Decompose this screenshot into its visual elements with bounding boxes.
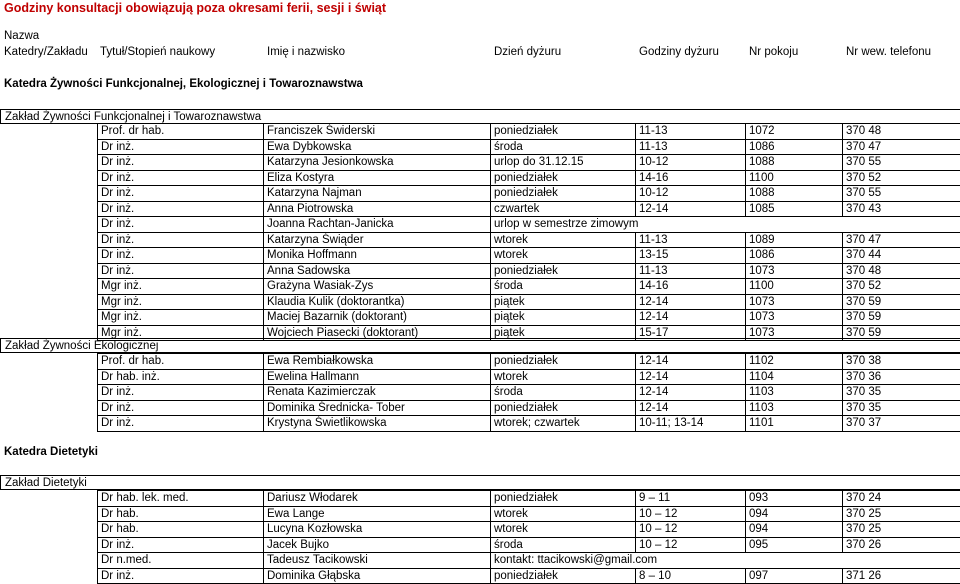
room-cell: 1073 [746, 310, 843, 326]
table-row [98, 385, 960, 401]
phone-cell: 370 44 [843, 248, 960, 264]
phone-cell: 370 36 [843, 369, 960, 385]
staff-table-zaklad-3 [97, 490, 960, 584]
title-cell: Dr inż. [98, 155, 264, 171]
table-row [98, 553, 960, 569]
day-cell: czwartek [491, 201, 636, 217]
col-header-imie: Imię i nazwisko [267, 46, 345, 58]
room-cell: 095 [746, 537, 843, 553]
hours-cell: 11-13 [636, 124, 746, 140]
phone-cell: 370 48 [843, 124, 960, 140]
col-header-pokoj: Nr pokoju [749, 46, 799, 58]
room-cell: 1086 [746, 248, 843, 264]
title-cell: Dr inż. [98, 568, 264, 584]
name-cell: Joanna Rachtan-Janicka [264, 217, 491, 233]
phone-cell: 371 26 [843, 568, 960, 584]
col-header-dzien: Dzień dyżuru [494, 46, 562, 58]
hours-cell: 14-16 [636, 170, 746, 186]
day-cell: środa [491, 139, 636, 155]
title-cell: Mgr inż. [98, 294, 264, 310]
table-row [98, 248, 960, 264]
room-cell: 1102 [746, 354, 843, 370]
hours-cell: 12-14 [636, 294, 746, 310]
table-row [98, 416, 960, 432]
hours-cell: 9 – 11 [636, 491, 746, 507]
table-row [98, 354, 960, 370]
title-cell: Mgr inż. [98, 310, 264, 326]
name-cell: Krystyna Świetlikowska [264, 416, 491, 432]
zaklad-heading-2: Zakład Żywności Ekologicznej [0, 338, 960, 353]
day-cell: środa [491, 537, 636, 553]
room-cell: 1073 [746, 294, 843, 310]
hours-cell: 12-14 [636, 400, 746, 416]
name-cell: Wojciech Piasecki (doktorant) [264, 325, 491, 341]
hours-cell: 12-14 [636, 310, 746, 326]
name-cell: Renata Kazimierczak [264, 385, 491, 401]
hours-cell: 10-11; 13-14 [636, 416, 746, 432]
table-row [98, 170, 960, 186]
name-cell: Jacek Bujko [264, 537, 491, 553]
room-cell: 1101 [746, 416, 843, 432]
table-row [98, 400, 960, 416]
phone-cell: 370 38 [843, 354, 960, 370]
zaklad-heading-3: Zakład Dietetyki [0, 475, 960, 490]
title-cell: Dr hab. [98, 506, 264, 522]
col-header-telefon: Nr wew. telefonu [846, 46, 932, 58]
phone-cell: 370 59 [843, 325, 960, 341]
room-cell: 1103 [746, 385, 843, 401]
katedra-heading-2: Katedra Dietetyki [4, 446, 98, 458]
hours-cell: 10-12 [636, 186, 746, 202]
room-cell: 1088 [746, 186, 843, 202]
table-row [98, 124, 960, 140]
name-cell: Katarzyna Świąder [264, 232, 491, 248]
room-cell: 1072 [746, 124, 843, 140]
hours-cell: 11-13 [636, 232, 746, 248]
day-cell: poniedziałek [491, 186, 636, 202]
name-cell: Katarzyna Jesionkowska [264, 155, 491, 171]
table-row [98, 369, 960, 385]
title-cell: Dr inż. [98, 263, 264, 279]
table-row [98, 568, 960, 584]
phone-cell: 370 59 [843, 310, 960, 326]
staff-table-zaklad-2 [97, 353, 960, 432]
hours-cell: 10 – 12 [636, 537, 746, 553]
table-row [98, 139, 960, 155]
table-row [98, 279, 960, 295]
title-cell: Dr inż. [98, 170, 264, 186]
day-cell: wtorek; czwartek [491, 416, 636, 432]
table-row [98, 310, 960, 326]
day-cell: wtorek [491, 506, 636, 522]
table-row [98, 232, 960, 248]
name-cell: Tadeusz Tacikowski [264, 553, 491, 569]
hours-cell: 12-14 [636, 385, 746, 401]
name-cell: Grażyna Wasiak-Zys [264, 279, 491, 295]
name-cell: Anna Sadowska [264, 263, 491, 279]
katedra-heading-1: Katedra Żywności Funkcjonalnej, Ekologicznej i Towaroznawstwa [4, 78, 363, 90]
name-cell: Klaudia Kulik (doktorantka) [264, 294, 491, 310]
day-cell: urlop w semestrze zimowym [491, 217, 960, 233]
table-row [98, 263, 960, 279]
table-row [98, 186, 960, 202]
day-cell: poniedziałek [491, 491, 636, 507]
name-cell: Eliza Kostyra [264, 170, 491, 186]
day-cell: poniedziałek [491, 170, 636, 186]
phone-cell: 370 24 [843, 491, 960, 507]
title-cell: Dr hab. lek. med. [98, 491, 264, 507]
title-cell: Dr inż. [98, 186, 264, 202]
name-cell: Dominika Średnicka- Tober [264, 400, 491, 416]
page-title: Godziny konsultacji obowiązują poza okresami ferii, sesji i świąt [4, 1, 387, 15]
name-cell: Katarzyna Najman [264, 186, 491, 202]
col-header-godziny: Godziny dyżuru [639, 46, 719, 58]
name-cell: Dariusz Włodarek [264, 491, 491, 507]
title-cell: Dr inż. [98, 537, 264, 553]
room-cell: 094 [746, 506, 843, 522]
name-cell: Ewa Dybkowska [264, 139, 491, 155]
col-header-katedra: Katedry/Zakładu [4, 46, 88, 58]
room-cell: 097 [746, 568, 843, 584]
day-cell: wtorek [491, 248, 636, 264]
name-cell: Anna Piotrowska [264, 201, 491, 217]
hours-cell: 11-13 [636, 263, 746, 279]
name-cell: Ewa Rembiałkowska [264, 354, 491, 370]
hours-cell: 10-12 [636, 155, 746, 171]
title-cell: Dr n.med. [98, 553, 264, 569]
zaklad-heading-1: Zakład Żywności Funkcjonalnej i Towaroznawstwa [0, 109, 960, 124]
phone-cell: 370 47 [843, 232, 960, 248]
title-cell: Dr inż. [98, 139, 264, 155]
phone-cell: 370 47 [843, 139, 960, 155]
name-cell: Lucyna Kozłowska [264, 522, 491, 538]
room-cell: 1088 [746, 155, 843, 171]
room-cell: 1089 [746, 232, 843, 248]
name-cell: Monika Hoffmann [264, 248, 491, 264]
room-cell: 1103 [746, 400, 843, 416]
day-cell: piątek [491, 325, 636, 341]
room-cell: 1086 [746, 139, 843, 155]
table-row [98, 491, 960, 507]
title-cell: Dr inż. [98, 248, 264, 264]
phone-cell: 370 26 [843, 537, 960, 553]
room-cell: 1100 [746, 279, 843, 295]
day-cell: wtorek [491, 369, 636, 385]
header-columns [0, 46, 960, 62]
day-cell: piątek [491, 294, 636, 310]
name-cell: Franciszek Świderski [264, 124, 491, 140]
day-cell: urlop do 31.12.15 [491, 155, 636, 171]
phone-cell: 370 37 [843, 416, 960, 432]
hours-cell: 8 – 10 [636, 568, 746, 584]
phone-cell: 370 52 [843, 170, 960, 186]
title-cell: Mgr inż. [98, 279, 264, 295]
day-cell: wtorek [491, 522, 636, 538]
day-cell: poniedziałek [491, 354, 636, 370]
title-cell: Dr hab. inż. [98, 369, 264, 385]
title-cell: Dr inż. [98, 416, 264, 432]
room-cell: 1104 [746, 369, 843, 385]
title-cell: Dr inż. [98, 400, 264, 416]
title-cell: Dr inż. [98, 232, 264, 248]
title-cell: Prof. dr hab. [98, 124, 264, 140]
hours-cell: 12-14 [636, 201, 746, 217]
name-cell: Dominika Głąbska [264, 568, 491, 584]
phone-cell: 370 48 [843, 263, 960, 279]
room-cell: 093 [746, 491, 843, 507]
table-row [98, 217, 960, 233]
title-cell: Prof. dr hab. [98, 354, 264, 370]
day-cell: środa [491, 279, 636, 295]
table-row [98, 522, 960, 538]
day-cell: wtorek [491, 232, 636, 248]
hours-cell: 12-14 [636, 354, 746, 370]
title-cell: Mgr inż. [98, 325, 264, 341]
hours-cell: 12-14 [636, 369, 746, 385]
day-cell: piątek [491, 310, 636, 326]
hours-cell: 10 – 12 [636, 522, 746, 538]
room-cell: 094 [746, 522, 843, 538]
phone-cell: 370 55 [843, 186, 960, 202]
phone-cell: 370 35 [843, 400, 960, 416]
hours-cell: 13-15 [636, 248, 746, 264]
name-cell: Maciej Bazarnik (doktorant) [264, 310, 491, 326]
title-cell: Dr hab. [98, 522, 264, 538]
header-nazwa: Nazwa [4, 30, 40, 42]
title-cell: Dr inż. [98, 385, 264, 401]
phone-cell: 370 59 [843, 294, 960, 310]
room-cell: 1073 [746, 263, 843, 279]
phone-cell: 370 52 [843, 279, 960, 295]
phone-cell: 370 25 [843, 522, 960, 538]
phone-cell: 370 43 [843, 201, 960, 217]
phone-cell: 370 25 [843, 506, 960, 522]
col-header-tytul: Tytuł/Stopień naukowy [100, 46, 216, 58]
hours-cell: 10 – 12 [636, 506, 746, 522]
staff-table-zaklad-1 [97, 123, 960, 341]
hours-cell: 11-13 [636, 139, 746, 155]
name-cell: Ewelina Hallmann [264, 369, 491, 385]
room-cell: 1085 [746, 201, 843, 217]
day-cell: poniedziałek [491, 263, 636, 279]
hours-cell: 14-16 [636, 279, 746, 295]
table-row [98, 506, 960, 522]
day-cell: poniedziałek [491, 400, 636, 416]
title-cell: Dr inż. [98, 201, 264, 217]
phone-cell: 370 55 [843, 155, 960, 171]
phone-cell: 370 35 [843, 385, 960, 401]
table-row [98, 294, 960, 310]
day-cell: środa [491, 385, 636, 401]
name-cell: Ewa Lange [264, 506, 491, 522]
table-row [98, 155, 960, 171]
day-cell: poniedziałek [491, 124, 636, 140]
hours-cell: 15-17 [636, 325, 746, 341]
room-cell: 1100 [746, 170, 843, 186]
title-cell: Dr inż. [98, 217, 264, 233]
day-cell: poniedziałek [491, 568, 636, 584]
table-row [98, 201, 960, 217]
room-cell: 1073 [746, 325, 843, 341]
day-cell: kontakt: ttacikowski@gmail.com [491, 553, 960, 569]
table-row [98, 537, 960, 553]
